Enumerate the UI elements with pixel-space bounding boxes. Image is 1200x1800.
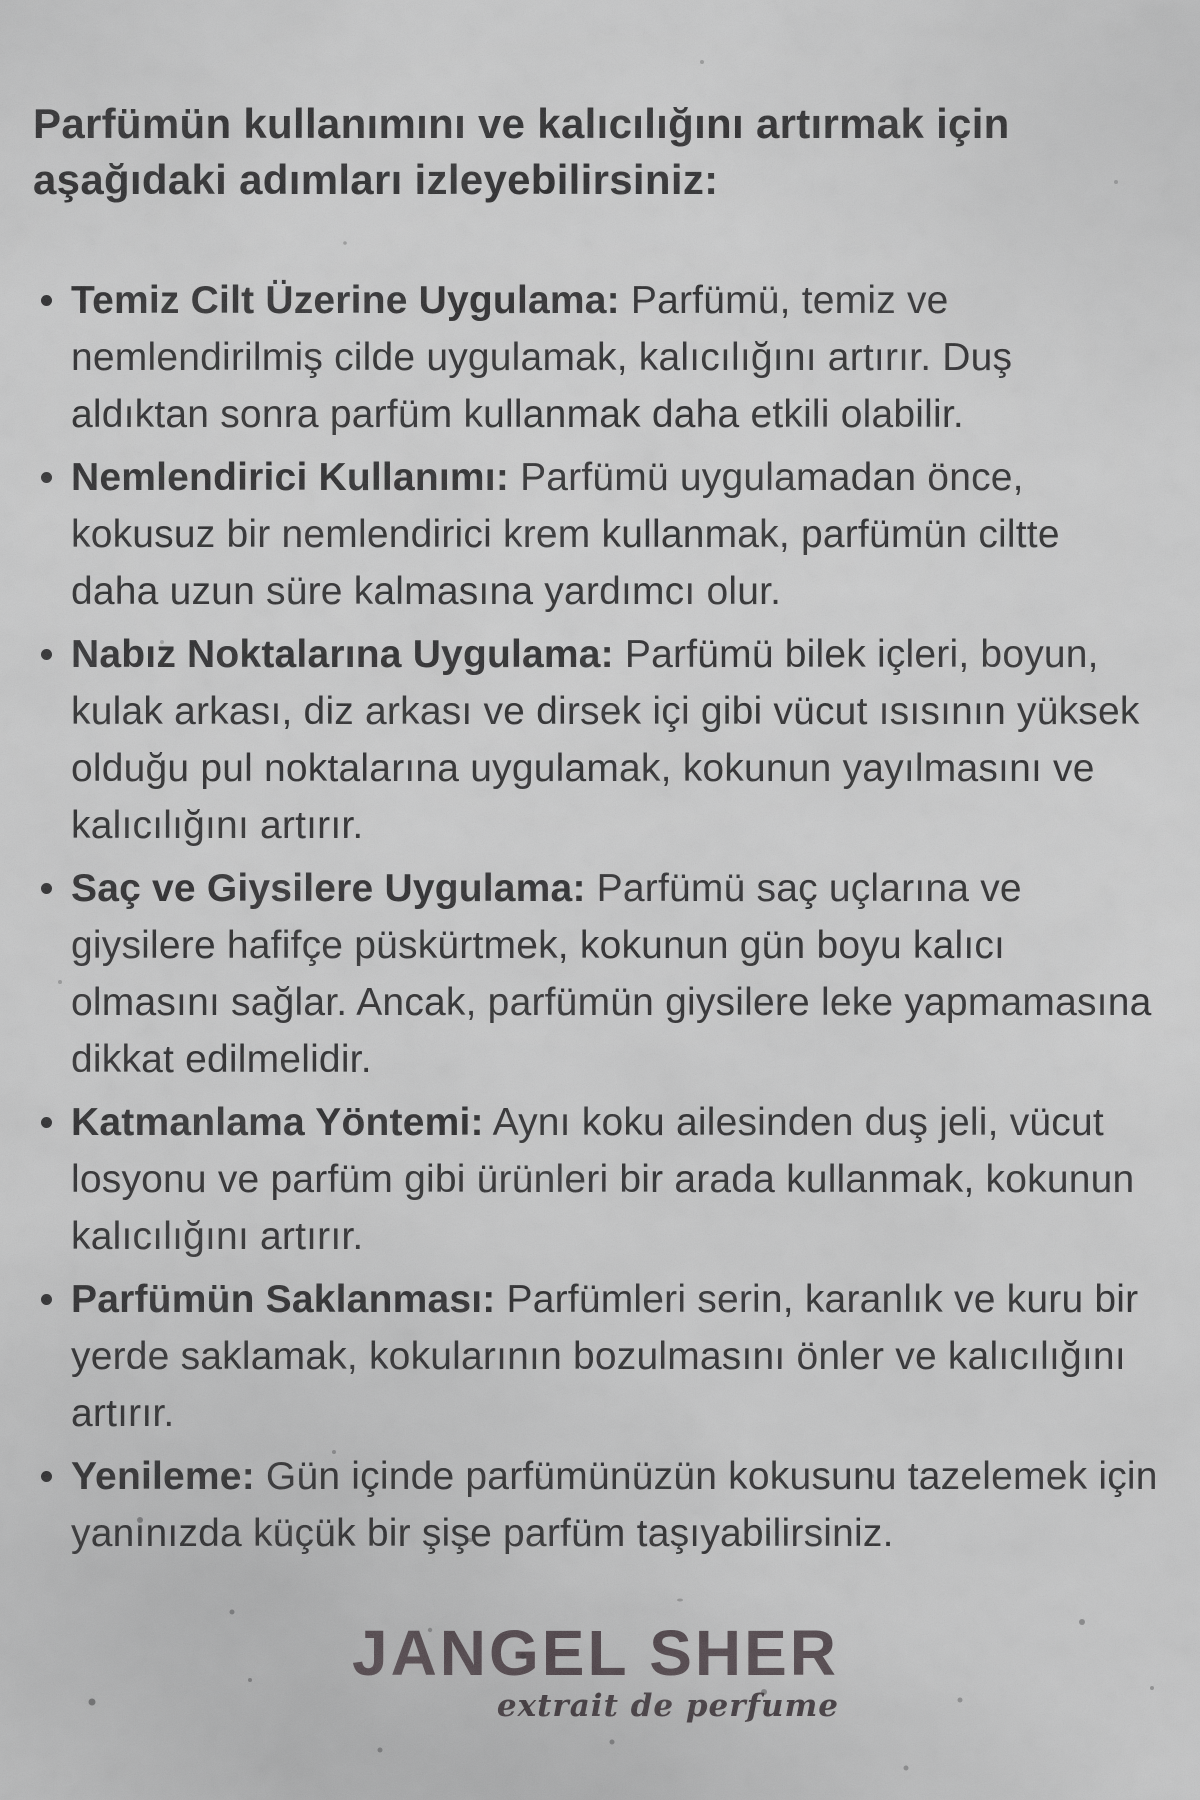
tip-label: Yenileme: <box>71 1455 255 1498</box>
intro-line-1: Parfümün kullanımını ve kalıcılığını artırmak için <box>33 100 1010 147</box>
tips-list <box>33 272 1158 1562</box>
bullet-dot <box>41 1117 52 1128</box>
tip-label: Temiz Cilt Üzerine Uygulama: <box>71 279 620 322</box>
tip-text: Parfümü saç uçlarına ve giysilere hafifçe püskürtmek, kokunun gün boyu kalıcı olmasını sağlar. Ancak, parfümün giysilere leke yapmamasına dikkat edilmelidir. <box>71 867 1152 1081</box>
intro-paragraph <box>33 96 1158 208</box>
tip-text: Aynı koku ailesinden duş jeli, vücut losyonu ve parfüm gibi ürünleri bir arada kullanmak, kokunun kalıcılığını artırır. <box>71 1101 1135 1258</box>
tip-text: Parfümü, temiz ve nemlendirilmiş cilde uygulamak, kalıcılığını artırır. Duş aldıktan sonra parfüm kullanmak daha etkili olabilir. <box>71 279 1013 436</box>
tip-label: Nabız Noktalarına Uygulama: <box>71 633 614 676</box>
tip-item-moisturizer <box>41 449 1158 620</box>
intro-line-2: aşağıdaki adımları izleyebilirsiniz: <box>33 156 719 203</box>
bullet-dot <box>41 1471 52 1482</box>
tip-item-hair-clothes <box>41 860 1158 1088</box>
tip-label: Parfümün Saklanması: <box>71 1278 496 1321</box>
brand-tagline: extrait de perfume <box>496 1688 840 1724</box>
tip-item-layering <box>41 1094 1158 1265</box>
tip-text: Parfümleri serin, karanlık ve kuru bir yerde saklamak, kokularının bozulmasını önler ve kalıcılığını artırır. <box>71 1278 1139 1435</box>
tip-text: Gün içinde parfümünüzün kokusunu tazelemek için yanınızda küçük bir şişe parfüm taşıyabilirsiniz. <box>71 1455 1158 1555</box>
tip-text: Parfümü uygulamadan önce, kokusuz bir nemlendirici krem kullanmak, parfümün ciltte daha uzun süre kalmasına yardımcı olur. <box>71 456 1060 613</box>
tip-text: Parfümü bilek içleri, boyun, kulak arkası, diz arkası ve dirsek içi gibi vücut ısısının yüksek olduğu pul noktalarına uygulamak, kokunun yayılmasını ve kalıcılığını artırır. <box>71 633 1140 847</box>
bullet-dot <box>41 1294 52 1305</box>
tip-item-refresh <box>41 1448 1158 1562</box>
bullet-dot <box>41 649 52 660</box>
brand-logo <box>351 1617 840 1724</box>
bullet-dot <box>41 883 52 894</box>
brand-name: JANGEL SHER <box>351 1617 840 1689</box>
bullet-dot <box>41 472 52 483</box>
tip-item-storage <box>41 1271 1158 1442</box>
tip-label: Katmanlama Yöntemi: <box>71 1101 484 1144</box>
tip-label: Nemlendirici Kullanımı: <box>71 456 510 499</box>
bullet-dot <box>41 295 52 306</box>
tip-item-pulse-points <box>41 626 1158 854</box>
tip-label: Saç ve Giysilere Uygulama: <box>71 867 586 910</box>
tip-item-clean-skin <box>41 272 1158 443</box>
